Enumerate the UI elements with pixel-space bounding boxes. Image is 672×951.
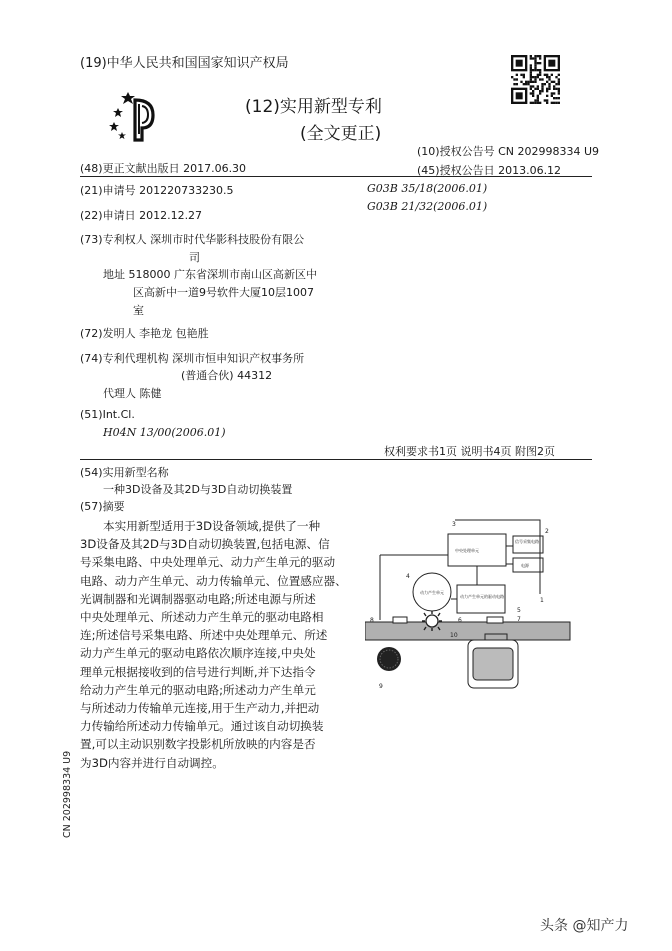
publication-date: (45)授权公告日 2013.06.12 bbox=[417, 164, 562, 177]
signal-label: 信号采集电路 bbox=[515, 539, 539, 544]
agency-line-2: (普通合伙) 44312 bbox=[181, 369, 273, 382]
abstract-line: 电路、动力产生单元、动力传输单元、位置感应器、 bbox=[80, 573, 347, 588]
abstract-line: 动力产生单元的驱动电路依次顺序连接,中央处 bbox=[80, 646, 316, 661]
side-code bbox=[56, 750, 76, 840]
cpu-label: 中央处理单元 bbox=[455, 548, 479, 553]
patentee-line-2: 司 bbox=[189, 251, 200, 264]
abstract-line: 力传输给所述动力传输单元。通过该自动切换装 bbox=[80, 719, 324, 734]
side-code-text: CN 202998334 U9 bbox=[62, 750, 73, 838]
correction-date: (48)更正文献出版日 2017.06.30 bbox=[80, 162, 247, 175]
title-label: (54)实用新型名称 bbox=[80, 466, 169, 479]
utility-model-title: 一种3D设备及其2D与3D自动切换装置 bbox=[103, 483, 293, 496]
cnipa-logo-icon bbox=[108, 88, 162, 142]
agency-line-1: (74)专利代理机构 深圳市恒申知识产权事务所 bbox=[80, 352, 305, 365]
inventors: (72)发明人 李艳龙 包艳胜 bbox=[80, 327, 209, 340]
qr-code bbox=[511, 55, 560, 104]
callout-5: 5 bbox=[517, 607, 521, 614]
address-line-2: 区高新中一道9号软件大厦10层1007 bbox=[133, 286, 314, 299]
callout-7: 7 bbox=[517, 616, 521, 623]
power-label: 电源 bbox=[521, 563, 529, 568]
section-rule bbox=[80, 459, 592, 460]
patentee-line-1: (73)专利权人 深圳市时代华影科技股份有限公 bbox=[80, 233, 305, 246]
callout-6: 6 bbox=[458, 617, 462, 624]
address-line-1: 地址 518000 广东省深圳市南山区高新区中 bbox=[103, 268, 317, 281]
publication-number: (10)授权公告号 CN 202998334 U9 bbox=[417, 145, 600, 158]
abstract-text bbox=[80, 517, 356, 772]
abstract-line: 理单元根据接收到的信号进行判断,并下达指令 bbox=[80, 664, 316, 679]
abstract-line: 与所述动力传输单元连接,用于生产动力,并把动 bbox=[80, 701, 320, 716]
int-cl-label: (51)Int.Cl. bbox=[80, 408, 135, 421]
address-line-3: 室 bbox=[133, 304, 144, 317]
callout-10: 10 bbox=[450, 632, 458, 639]
ipc-code-2: G03B 35/18(2006.01) bbox=[367, 182, 488, 195]
callout-9: 9 bbox=[379, 683, 383, 690]
office-name: (19)中华人民共和国国家知识产权局 bbox=[80, 56, 289, 71]
abstract-label: (57)摘要 bbox=[80, 500, 125, 513]
abstract-line: 置,可以主动识别数字投影机所放映的内容是否 bbox=[80, 737, 316, 752]
abstract-line: 连;所述信号采集电路、所述中央处理单元、所述 bbox=[80, 628, 328, 643]
agent: 代理人 陈健 bbox=[103, 387, 162, 400]
abstract-line: 本实用新型适用于3D设备领域,提供了一种 bbox=[103, 519, 321, 533]
document-kind-sub: (全文更正) bbox=[300, 124, 382, 144]
device-diagram bbox=[365, 512, 580, 704]
callout-8: 8 bbox=[370, 617, 374, 624]
abstract-line: 光调制器和光调制器驱动电路;所述电源与所述 bbox=[80, 591, 316, 606]
application-number: (21)申请号 201220733230.5 bbox=[80, 184, 234, 197]
header-rule bbox=[80, 176, 592, 177]
watermark: 头条 @知产力 bbox=[540, 918, 629, 934]
callout-1: 1 bbox=[540, 597, 544, 604]
drive-label: 动力产生单元的驱动电路 bbox=[460, 594, 504, 599]
callout-2: 2 bbox=[545, 528, 549, 535]
page-counts: 权利要求书1页 说明书4页 附图2页 bbox=[384, 445, 555, 458]
abstract-line: 为3D内容并进行自动调控。 bbox=[80, 755, 224, 770]
document-kind: (12)实用新型专利 bbox=[245, 97, 382, 117]
callout-3: 3 bbox=[452, 521, 456, 528]
motor-label: 动力产生单元 bbox=[420, 590, 444, 595]
application-date: (22)申请日 2012.12.27 bbox=[80, 209, 203, 222]
abstract-line: 中央处理单元、所述动力产生单元的驱动电路相 bbox=[80, 610, 324, 625]
abstract-line: 号采集电路、中央处理单元、动力产生单元的驱动 bbox=[80, 555, 336, 570]
abstract-line: 3D设备及其2D与3D自动切换装置,包括电源、信 bbox=[80, 537, 330, 552]
abstract-line: 给动力产生单元的驱动电路;所述动力产生单元 bbox=[80, 682, 316, 697]
ipc-code-3: G03B 21/32(2006.01) bbox=[367, 200, 488, 213]
ipc-code-main: H04N 13/00(2006.01) bbox=[103, 426, 226, 439]
callout-4: 4 bbox=[406, 573, 410, 580]
